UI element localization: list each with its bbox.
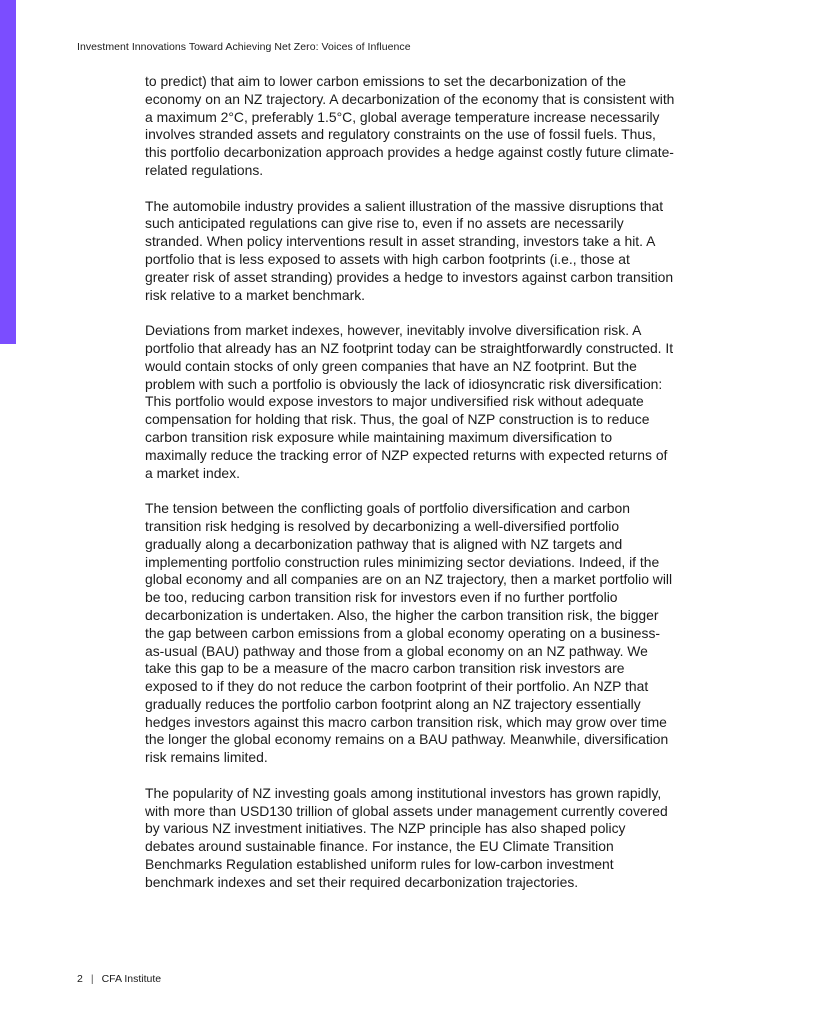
page-number: 2 (77, 973, 83, 985)
paragraph-2: The automobile industry provides a salient illustration of the massive disruptions that such anticipated regulations can give rise to, even if no assets are necessarily stranded. When policy interventions result in asset stranding, investors take a hit. A portfolio that is less exposed to assets with high carbon footprints (i.e., those at greater risk of asset stranding) provides a hedge to investors against carbon transition risk relative to a market benchmark. (145, 197, 674, 303)
paragraph-1: to predict) that aim to lower carbon emissions to set the decarbonization of the economy on an NZ trajectory. A decarbonization of the economy that is consistent with a maximum 2°C, preferably 1.5°C, global average temperature increase necessarily involves stranded assets and regulatory constraints on the use of fossil fuels. Thus, this portfolio decarbonization approach provides a hedge against costly future climate-related regulations. (145, 73, 675, 178)
article-body (145, 73, 677, 909)
publisher-name: CFA Institute (101, 973, 162, 985)
running-header: Investment Innovations Toward Achieving Net Zero: Voices of Influence (77, 41, 411, 53)
footer-separator: | (90, 973, 94, 985)
paragraph-3: Deviations from market indexes, however, inevitably involve diversification risk. A portfolio that already has an NZ footprint today can be straightforwardly constructed. It would contain stocks of only green companies that have an NZ footprint. But the problem with such a portfolio is obviously the lack of idiosyncratic risk diversification: This portfolio would expose investors to major undiversified risk without adequate compensation for holding that risk. Thus, the goal of NZP construction is to reduce carbon transition risk exposure while maintaining maximum diversification to maximally reduce the tracking error of NZP expected returns with expected returns of a market index. (145, 322, 674, 481)
page-footer (77, 973, 161, 985)
paragraph-4: The tension between the conflicting goals of portfolio diversification and carbon transition risk hedging is resolved by decarbonizing a well-diversified portfolio gradually along a decarbonization pathway that is aligned with NZ targets and implementing portfolio construction rules minimizing sector deviations. Indeed, if the global economy and all companies are on an NZ trajectory, then a market portfolio will be too, reducing carbon transition risk for investors even if no further portfolio decarbonization is undertaken. Also, the higher the carbon transition risk, the bigger the gap between carbon emissions from a global economy operating on a business-as-usual (BAU) pathway and those from a global economy on an NZ pathway. We take this gap to be a measure of the macro carbon transition risk investors are exposed to if they do not reduce the carbon footprint of their portfolio. An NZP that gradually reduces the portfolio carbon footprint along an NZ trajectory essentially hedges investors against this macro carbon transition risk, which may grow over time the longer the global economy remains on a BAU pathway. Meanwhile, diversification risk remains limited. (145, 500, 673, 766)
paragraph-5: The popularity of NZ investing goals among institutional investors has grown rapidly, with more than USD130 trillion of global assets under management currently covered by various NZ investment initiatives. The NZP principle has also shaped policy debates around sustainable finance. For instance, the EU Climate Transition Benchmarks Regulation established uniform rules for low-carbon investment benchmark indexes and set their required decarbonization trajectories. (145, 784, 668, 890)
accent-bar (0, 0, 16, 344)
